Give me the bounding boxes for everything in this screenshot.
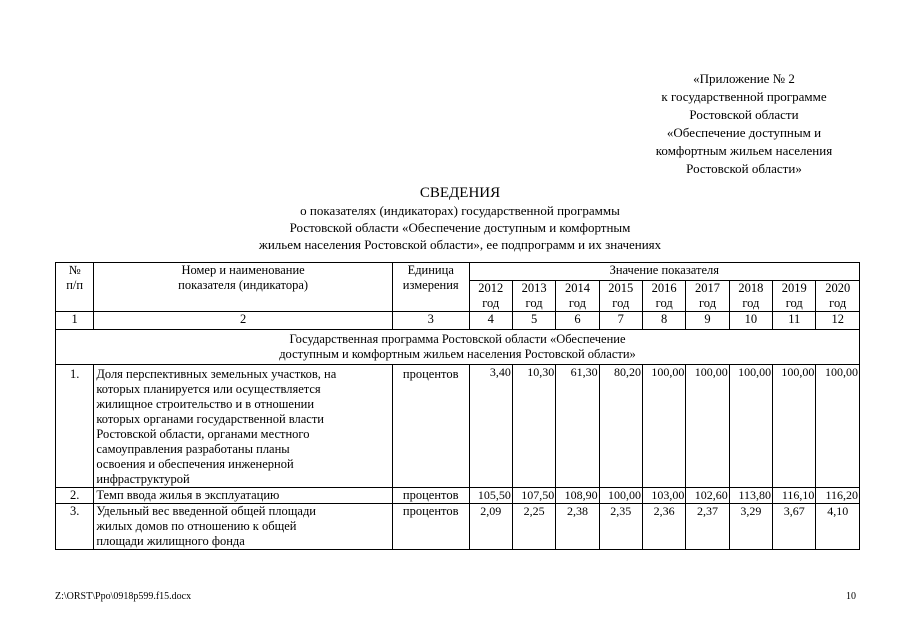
header-year-cell — [773, 281, 816, 312]
year-suffix: год — [742, 296, 760, 310]
column-number: 4 — [469, 312, 512, 330]
row-name-line: освоения и обеспечения инженерной — [96, 457, 294, 471]
row-name-line: Ростовской области, органами местного — [96, 427, 310, 441]
header-year-cell — [556, 281, 599, 312]
year-label: 2019 — [781, 281, 807, 295]
row-value: 2,35 — [599, 504, 642, 550]
row-value: 3,29 — [729, 504, 772, 550]
row-value: 100,00 — [686, 365, 729, 488]
row-value: 116,20 — [816, 488, 860, 504]
column-number: 2 — [94, 312, 393, 330]
row-value: 113,80 — [729, 488, 772, 504]
row-name-line: которых планируется или осуществляется — [96, 382, 321, 396]
row-indicator-name — [94, 365, 393, 488]
year-suffix: год — [829, 296, 847, 310]
footer-page-number: 10 — [846, 591, 856, 602]
row-value: 10,30 — [512, 365, 555, 488]
row-number: 3. — [56, 504, 94, 550]
table-row — [56, 365, 860, 488]
column-number: 1 — [56, 312, 94, 330]
document-heading — [150, 184, 770, 253]
column-number: 10 — [729, 312, 772, 330]
year-label: 2016 — [651, 281, 677, 295]
year-label: 2020 — [825, 281, 851, 295]
table-row — [56, 488, 860, 504]
row-value: 102,60 — [686, 488, 729, 504]
row-name-line: которых органами государственной власти — [96, 412, 324, 426]
table-row — [56, 504, 860, 550]
row-indicator-name — [94, 488, 393, 504]
row-name-line: площади жилищного фонда — [96, 534, 245, 548]
row-value: 80,20 — [599, 365, 642, 488]
header-year-cell — [642, 281, 685, 312]
row-value: 4,10 — [816, 504, 860, 550]
annex-line: комфортным жильем населения — [655, 143, 833, 158]
header-year-cell — [816, 281, 860, 312]
year-label: 2017 — [695, 281, 721, 295]
row-name-line: жилых домов по отношению к общей — [96, 519, 297, 533]
column-number: 7 — [599, 312, 642, 330]
column-number: 8 — [642, 312, 685, 330]
row-value: 103,00 — [642, 488, 685, 504]
header-unit-cell — [392, 263, 469, 312]
header-year-cell — [512, 281, 555, 312]
row-value: 100,00 — [642, 365, 685, 488]
row-value: 100,00 — [816, 365, 860, 488]
row-unit: процентов — [392, 504, 469, 550]
year-label: 2018 — [738, 281, 764, 295]
row-value: 100,00 — [773, 365, 816, 488]
row-value: 61,30 — [556, 365, 599, 488]
annex-line: Ростовской области» — [686, 161, 802, 176]
section-title-row — [56, 330, 860, 365]
header-name-cell — [94, 263, 393, 312]
row-number: 2. — [56, 488, 94, 504]
row-value: 2,25 — [512, 504, 555, 550]
row-unit: процентов — [392, 365, 469, 488]
row-name-line: жилищное строительство и в отношении — [96, 397, 315, 411]
column-number: 5 — [512, 312, 555, 330]
column-number: 9 — [686, 312, 729, 330]
section-title-line1: Государственная программа Ростовской области «Обеспечение — [289, 332, 626, 346]
row-value: 3,67 — [773, 504, 816, 550]
annex-line: «Обеспечение доступным и — [666, 125, 822, 140]
row-name-line: Темп ввода жилья в эксплуатацию — [96, 488, 280, 502]
year-suffix: год — [568, 296, 586, 310]
document-subtitle-line: Ростовской области «Обеспечение доступным и комфортным — [289, 220, 631, 235]
row-value: 108,90 — [556, 488, 599, 504]
indicators-table — [55, 262, 860, 550]
row-name-line: инфраструктурой — [96, 472, 190, 486]
annex-line: «Приложение № 2 — [693, 71, 795, 86]
document-subtitle-line: жильем населения Ростовской области», ее подпрограмм и их значениях — [258, 237, 662, 252]
year-suffix: год — [612, 296, 630, 310]
row-unit: процентов — [392, 488, 469, 504]
header-name-line2: показателя (индикатора) — [178, 278, 309, 292]
column-number: 11 — [773, 312, 816, 330]
header-number-line1: № — [68, 263, 81, 277]
row-value: 105,50 — [469, 488, 512, 504]
document-subtitle-line: о показателях (индикаторах) государственной программы — [300, 203, 620, 218]
row-value: 2,37 — [686, 504, 729, 550]
year-suffix: год — [525, 296, 543, 310]
year-suffix: год — [655, 296, 673, 310]
annex-line: Ростовской области — [689, 107, 799, 122]
year-suffix: год — [482, 296, 500, 310]
row-name-line: Доля перспективных земельных участков, на — [96, 367, 337, 381]
year-label: 2015 — [608, 281, 634, 295]
header-name-line1: Номер и наименование — [181, 263, 305, 277]
row-value: 100,00 — [729, 365, 772, 488]
header-year-cell — [686, 281, 729, 312]
year-label: 2012 — [478, 281, 504, 295]
row-value: 2,38 — [556, 504, 599, 550]
header-year-cell — [729, 281, 772, 312]
header-number-line2: п/п — [66, 278, 84, 292]
footer-file-path: Z:\ORST\Ppo\0918p599.f15.docx — [55, 591, 192, 602]
year-label: 2014 — [564, 281, 590, 295]
row-name-line: самоуправления разработаны планы — [96, 442, 290, 456]
section-title-cell — [56, 330, 860, 365]
year-suffix: год — [785, 296, 803, 310]
year-label: 2013 — [521, 281, 547, 295]
year-suffix: год — [698, 296, 717, 310]
document-title: СВЕДЕНИЯ — [419, 185, 501, 201]
row-name-line: Удельный вес введенной общей площади — [96, 504, 316, 518]
header-year-cell — [599, 281, 642, 312]
column-numbers-row — [56, 312, 860, 330]
header-unit-line2: измерения — [402, 278, 459, 292]
header-row — [56, 263, 860, 281]
annex-line: к государственной программе — [661, 89, 827, 104]
row-value: 2,09 — [469, 504, 512, 550]
column-number: 6 — [556, 312, 599, 330]
row-value: 107,50 — [512, 488, 555, 504]
header-number-cell — [56, 263, 94, 312]
header-values-title: Значение показателя — [469, 263, 859, 281]
column-number: 3 — [392, 312, 469, 330]
row-value: 116,10 — [773, 488, 816, 504]
row-value: 3,40 — [469, 365, 512, 488]
row-number: 1. — [56, 365, 94, 488]
row-value: 2,36 — [642, 504, 685, 550]
section-title-line2: доступным и комфортным жильем населения Ростовской области» — [279, 347, 636, 361]
row-indicator-name — [94, 504, 393, 550]
header-unit-line1: Единица — [407, 263, 454, 277]
annex-caption — [620, 70, 868, 178]
column-number: 12 — [816, 312, 860, 330]
row-value: 100,00 — [599, 488, 642, 504]
header-year-cell — [469, 281, 512, 312]
